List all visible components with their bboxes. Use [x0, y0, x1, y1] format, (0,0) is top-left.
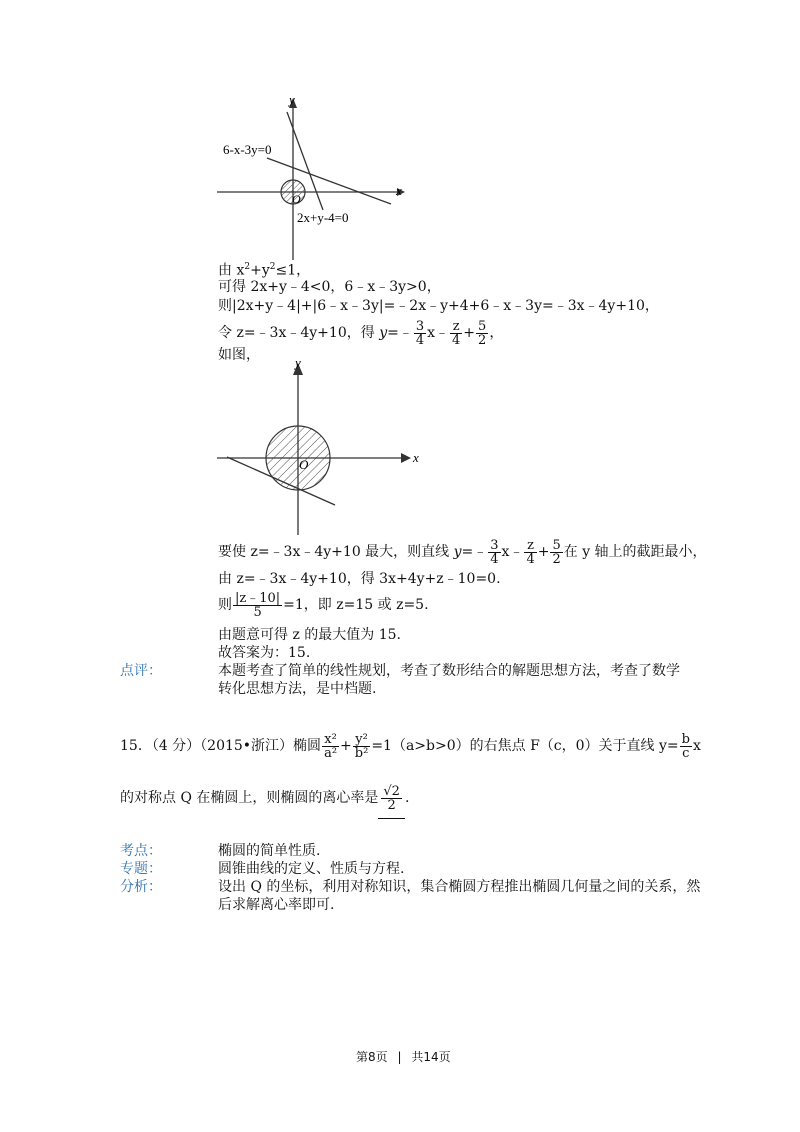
- fraction: [450, 320, 462, 347]
- problem-15-prefix: 15．（4 分）（2015•浙江）椭圆: [120, 738, 322, 754]
- origin-label: O: [292, 192, 301, 206]
- fraction: [680, 733, 692, 760]
- axis-y-label: y: [295, 355, 301, 370]
- math-x: x: [692, 738, 701, 754]
- math-plus: +: [537, 544, 550, 560]
- zhuanti-text: 圆锥曲线的定义、性质与方程.: [218, 861, 405, 877]
- fraction-den: 4: [526, 551, 535, 567]
- solution-line-8-suffix: =1，即 z=15 或 z=5.: [283, 597, 429, 613]
- math-end: ，: [489, 325, 504, 341]
- fraction-num: 3: [415, 318, 425, 334]
- fraction: [414, 320, 426, 347]
- fraction-den: a²: [324, 745, 338, 761]
- math-y: y=: [379, 325, 399, 341]
- x-axis-arrow: [401, 453, 411, 463]
- fraction-num: b: [681, 731, 690, 747]
- fraction-num: 5: [552, 537, 561, 553]
- fraction-num: z: [527, 537, 535, 553]
- math-y: y=: [453, 544, 474, 560]
- fraction-num: z: [452, 318, 460, 334]
- fraction-num: x²: [324, 731, 337, 747]
- fraction-den: b²: [354, 745, 369, 761]
- fraction: [233, 592, 282, 619]
- solution-line-3: 则|2x+y﹣4|+|6﹣x﹣3y|=﹣2x﹣y+4+6﹣x﹣3y=﹣3x﹣4y+10，: [218, 298, 659, 314]
- fenxi-text-2: 后求解离心率即可.: [218, 897, 335, 913]
- fraction-num: |z﹣10|: [235, 590, 281, 606]
- math-x: x: [427, 325, 436, 341]
- fraction-num: √2: [383, 783, 400, 799]
- math-minus: ﹣: [398, 325, 413, 341]
- kaodian-label: 考点：: [120, 843, 162, 859]
- kaodian-text: 椭圆的简单性质.: [218, 843, 321, 859]
- fraction-num: y²: [355, 731, 368, 747]
- fraction-den: c: [680, 746, 692, 760]
- axis-x-label: x: [413, 450, 419, 465]
- review-text-2: 转化思想方法，是中档题.: [218, 681, 377, 697]
- review-label: 点评：: [120, 663, 162, 679]
- page-number: 第8页: [356, 1050, 388, 1064]
- math-x: x: [501, 544, 510, 560]
- page-footer: [356, 1048, 451, 1066]
- footer-separator: |: [397, 1050, 402, 1064]
- fraction-den: 4: [415, 332, 425, 348]
- fraction-den: 2: [478, 332, 487, 348]
- fraction: [322, 733, 339, 760]
- line-b-label: 2x+y-4=0: [297, 210, 349, 225]
- line-a-label: 6-x-3y=0: [223, 142, 272, 157]
- problem-15-line-1: [120, 726, 701, 766]
- math-minus: ﹣: [435, 325, 450, 341]
- math-minus: ﹣: [509, 544, 524, 560]
- fraction-num: 5: [478, 318, 487, 334]
- problem-15-line-2-prefix: 的对称点 Q 在椭圆上，则椭圆的离心率是: [120, 790, 379, 806]
- solution-line-7: 由 z=﹣3x﹣4y+10，得 3x+4y+z﹣10=0.: [218, 571, 501, 587]
- math-minus: ﹣: [473, 544, 488, 560]
- math-plus: +: [463, 325, 476, 341]
- solution-line-6: [218, 533, 707, 571]
- solution-line-4-prefix: 令 z=﹣3x﹣4y+10，得: [218, 325, 375, 341]
- fraction-den: 4: [490, 551, 499, 567]
- figure-2-graph: [215, 355, 425, 540]
- fraction: [550, 539, 562, 566]
- solution-line-1-prefix: 由 x: [218, 262, 245, 279]
- fraction: [381, 785, 402, 812]
- solution-line-8: [218, 587, 429, 623]
- fraction: [476, 320, 488, 347]
- solution-line-10: 故答案为：15.: [218, 645, 311, 661]
- fenxi-text-1: 设出 Q 的坐标，利用对称知识，集合椭圆方程推出椭圆几何量之间的关系，然: [218, 879, 701, 895]
- math-plus: +: [340, 738, 352, 754]
- fraction: [524, 539, 536, 566]
- problem-15-mid: =1（a>b>0）的右焦点 F（c，0）关于直线 y=: [371, 738, 679, 754]
- solution-line-1-mid: +y: [250, 262, 270, 279]
- solution-line-1: [218, 258, 310, 280]
- fraction: [353, 733, 371, 760]
- answer-blank: [378, 778, 405, 819]
- zhuanti-label: 专题：: [120, 861, 162, 877]
- page-total: 共14页: [411, 1050, 451, 1064]
- solution-line-6-prefix: 要使 z=﹣3x﹣4y+10 最大，则直线: [218, 544, 450, 560]
- fraction-den: 4: [452, 332, 461, 348]
- fraction-den: 2: [552, 551, 561, 567]
- solution-line-9: 由题意可得 z 的最大值为 15.: [218, 627, 401, 643]
- axis-y-label: y: [289, 92, 295, 107]
- origin-label: O: [299, 457, 309, 472]
- problem-15-line-2: [120, 778, 409, 819]
- fraction-den: 2: [381, 798, 402, 812]
- review-text-1: 本题考查了简单的线性规划，考查了数形结合的解题思想方法，考查了数学: [218, 663, 680, 679]
- solution-line-6-suffix: 在 y 轴上的截距最小，: [563, 544, 707, 560]
- exponent: 2: [244, 262, 251, 272]
- problem-15-line-2-suffix: .: [404, 790, 410, 806]
- exponent: 2: [269, 262, 276, 272]
- fraction-num: 3: [490, 537, 499, 553]
- fraction: [488, 539, 500, 566]
- axis-x-label: x: [396, 183, 402, 198]
- solution-line-1-suffix: ≤1，: [275, 262, 311, 279]
- solution-line-5: 如图，: [218, 347, 260, 363]
- solution-line-2: 可得 2x+y﹣4<0，6﹣x﹣3y>0，: [218, 279, 441, 295]
- solution-line-8-prefix: 则: [218, 597, 232, 613]
- solution-line-4: [218, 314, 503, 352]
- fraction-den: 5: [233, 605, 282, 619]
- figure-1-graph: [215, 92, 415, 262]
- fenxi-label: 分析：: [120, 879, 162, 895]
